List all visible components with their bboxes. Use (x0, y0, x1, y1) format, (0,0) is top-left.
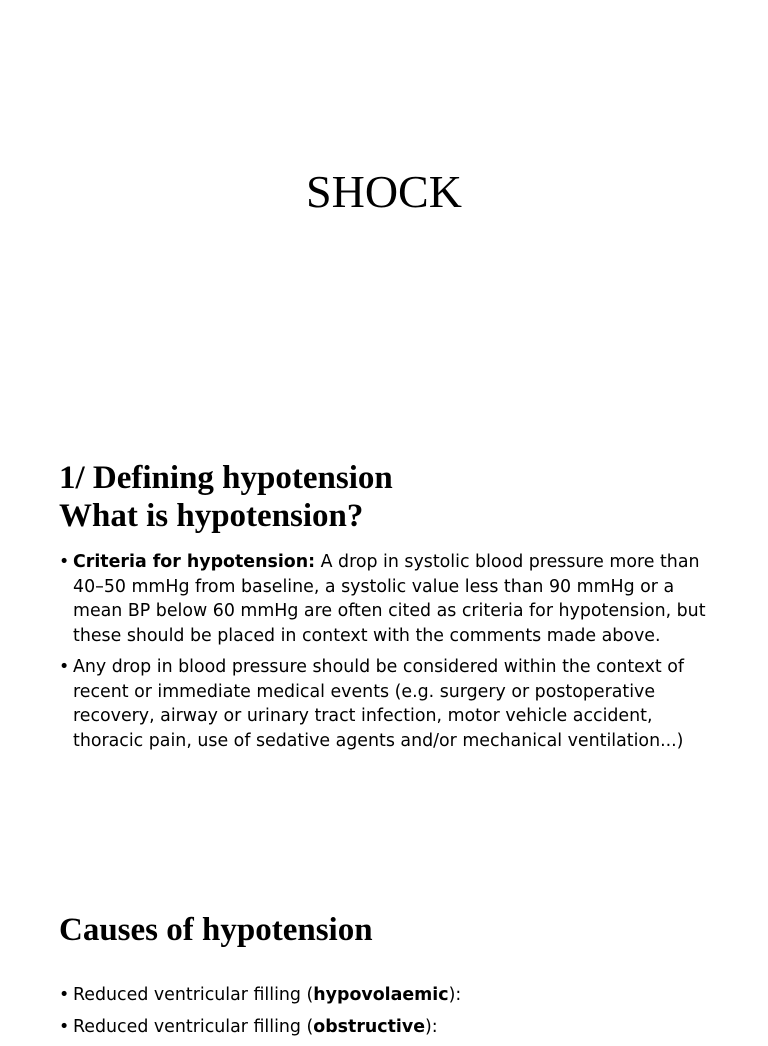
bullet-icon: • (59, 657, 70, 677)
slide-heading (59, 459, 393, 535)
slide-heading: Causes of hypotension (59, 912, 373, 948)
bullet-item-criteria (59, 550, 719, 648)
bullet-item-hypovolaemic (59, 983, 719, 1008)
bullet-suffix: ): (448, 985, 462, 1005)
bullet-prefix: Reduced ventricular filling ( (73, 1016, 314, 1037)
bullet-item-obstructive (59, 1015, 719, 1040)
bullet-icon: • (59, 552, 70, 572)
bullet-icon: • (59, 985, 70, 1005)
bullet-bold-text: obstructive (313, 1016, 426, 1037)
bullet-text: A drop in systolic blood pressure more than 40–50 mmHg from baseline, a systolic value less than 90 mmHg or a mean BP below 60 mmHg are often cited as criteria for hypotension, but these should be placed in context with the comments made above. (73, 552, 706, 646)
defining-hypotension-slide (0, 432, 768, 864)
bullet-item-context (59, 655, 719, 753)
bullet-suffix: ): (425, 1016, 438, 1037)
causes-of-hypotension-slide (0, 864, 768, 1037)
slide-title: SHOCK (306, 166, 462, 217)
title-slide (0, 0, 768, 432)
bullet-list (59, 983, 719, 1046)
bullet-bold-text: Criteria for hypotension: (73, 552, 316, 572)
bullet-prefix: Reduced ventricular filling ( (73, 985, 314, 1005)
bullet-icon: • (59, 1016, 70, 1037)
bullet-list (59, 550, 719, 760)
heading-line-2: What is hypotension? (59, 498, 364, 534)
heading-line-1: 1/ Defining hypotension (59, 460, 393, 496)
bullet-text: Any drop in blood pressure should be considered within the context of recent or immediate medical events (e.g. surgery or postoperative recovery, airway or urinary tract infection, motor vehicle accident, thoracic pain, use of sedative agents and/or mechanical ventilation...) (73, 657, 684, 751)
bullet-bold-text: hypovolaemic (313, 985, 449, 1005)
